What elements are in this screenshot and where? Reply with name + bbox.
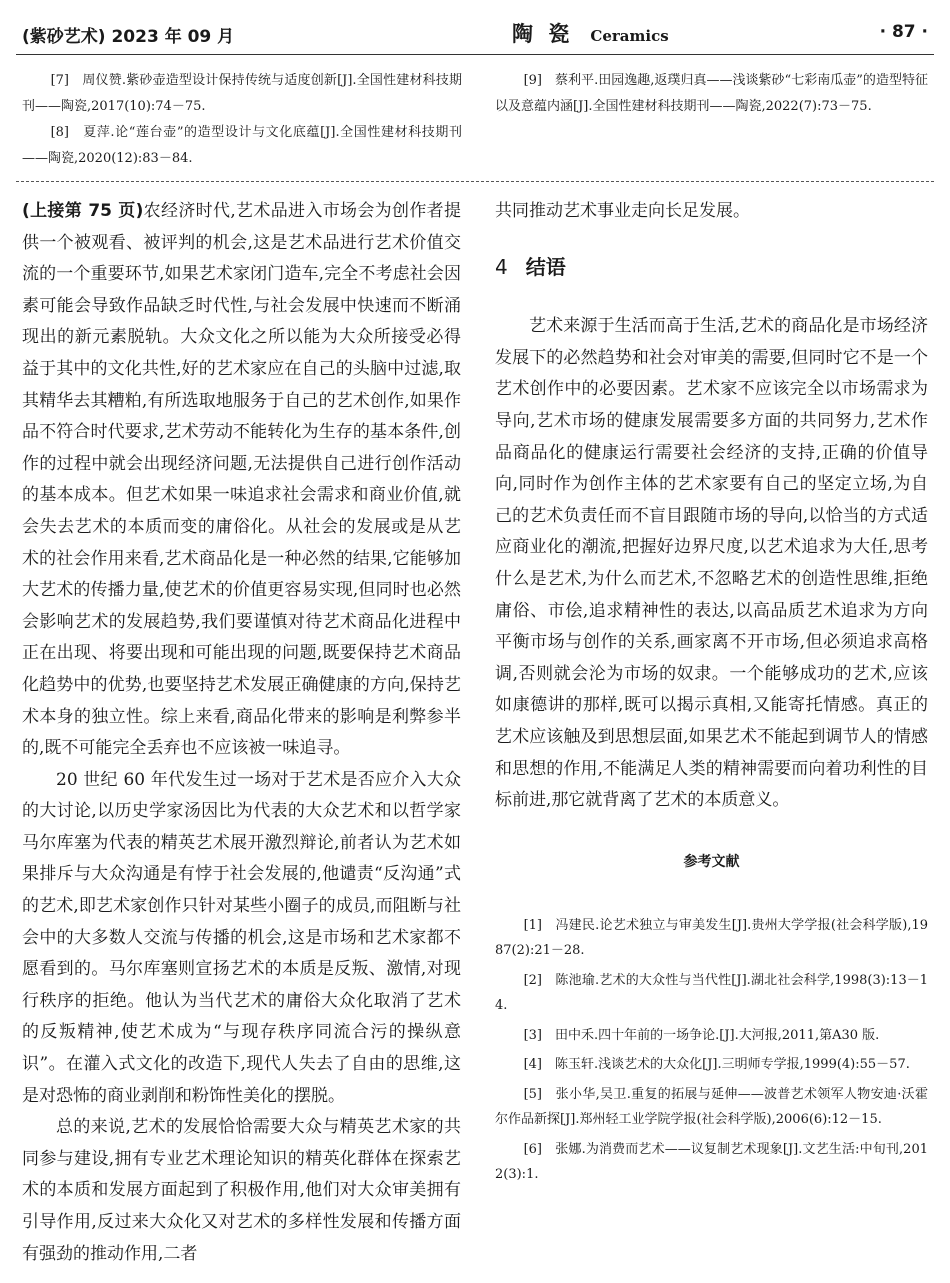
reference-item: [8] 夏萍.论“莲台壶”的造型设计与文化底蕴[J].全国性建材科技期刊——陶瓷,2020(12):83－84. xyxy=(22,125,462,166)
continuation-divider xyxy=(16,181,934,182)
top-references-right xyxy=(495,68,928,120)
left-column xyxy=(22,196,461,1270)
body-paragraph: 共同推动艺术事业走向长足发展。 xyxy=(495,201,750,221)
journal-title xyxy=(512,18,669,48)
continued-from-label: (上接第 75 页) xyxy=(22,201,144,221)
body-paragraph xyxy=(22,196,461,765)
section-heading xyxy=(495,252,928,284)
journal-title-zh: 陶 瓷 xyxy=(512,21,574,46)
reference-item: [5] 张小华,吴卫.重复的拓展与延伸——波普艺术领军人物安迪·沃霍尔作品新探[J].郑州轻工业学院学报(社会科学版),2006(6):12－15. xyxy=(495,1086,928,1128)
reference-item: [4] 陈玉轩.浅谈艺术的大众化[J].三明师专学报,1999(4):55－57. xyxy=(523,1057,910,1073)
page-header xyxy=(22,14,928,54)
issue-info: (紫砂艺术) 2023 年 09 月 xyxy=(22,27,235,47)
journal-title-en: Ceramics xyxy=(590,27,669,45)
section-number: 4 xyxy=(495,254,508,279)
section-title: 结语 xyxy=(525,254,566,279)
reference-item: [3] 田中禾.四十年前的一场争论.[J].大河报,2011,第A30 版. xyxy=(523,1027,880,1043)
reference-item: [9] 蔡利平.田园逸趣,返璞归真——浅谈紫砂“七彩南瓜壶”的造型特征以及意蕴内涵[J].全国性建材科技期刊——陶瓷,2022(7):73－75. xyxy=(495,73,928,114)
reference-item: [2] 陈池瑜.艺术的大众性与当代性[J].湖北社会科学,1998(3):13－14. xyxy=(495,972,928,1014)
references-list xyxy=(495,913,928,1188)
top-references-left xyxy=(22,68,462,172)
conclusion-paragraph: 艺术来源于生活而高于生活,艺术的商品化是市场经济发展下的必然趋势和社会对审美的需要,但同时它不是一个艺术创作中的必要因素。艺术家不应该完全以市场需求为导向,艺术市场的健康发展需要多方面的共同努力,艺术作品商品化的健康运行需要社会经济的支持,正确的价值导向,同时作为创作主体的艺术家要有自己的坚定立场,为自己的艺术负责任而不盲目跟随市场的导向,以恰当的方式适应商业化的潮流,把握好边界尺度,以艺术追求为大任,思考什么是艺术,为什么而艺术,不忽略艺术的创造性思维,拒绝庸俗、市侩,追求精神性的表达,以高品质艺术追求为方向平衡市场与创作的关系,画家离不开市场,但必须追求高格调,否则就会沦为市场的奴隶。一个能够成功的艺术,应该如康德讲的那样,既可以揭示真相,又能寄托情感。真正的艺术应该触及到思想层面,如果艺术不能起到调节人的情感和思想的作用,不能满足人类的精神需要而向着功利性的目标前进,那它就背离了艺术的本质意义。 xyxy=(495,316,928,811)
page-number: · 87 · xyxy=(879,22,928,42)
reference-item: [1] 冯建民.论艺术独立与审美发生[J].贵州大学学报(社会科学版),1987(2):21－28. xyxy=(495,917,928,959)
reference-item: [6] 张娜.为消费而艺术——议复制艺术现象[J].文艺生活:中旬刊,2012(3):1. xyxy=(495,1141,928,1183)
paragraph-text: 农经济时代,艺术品进入市场会为创作者提供一个被观看、被评判的机会,这是艺术品进行艺术价值交流的一个重要环节,如果艺术家闭门造车,完全不考虑社会因素可能会导致作品缺乏时代性,与社会发展中快速而不断涌现出的新元素脱轨。大众文化之所以能为大众所接受必得益于其中的文化共性,好的艺术家应在自己的头脑中过滤,取其精华去其糟粕,有所选取地服务于自己的艺术创作,如果作品不符合时代要求,艺术劳动不能转化为生存的基本条件,创作的过程中就会出现经济问题,无法提供自己进行创作活动的基本成本。但艺术如果一味追求社会需求和商业价值,就会失去艺术的本质而变的庸俗化。从社会的发展或是从艺术的社会作用来看,艺术商品化是一种必然的结果,它能够加大艺术的传播力量,使艺术的价值更容易实现,但同时也必然会影响艺术的发展趋势,我们要谨慎对待艺术商品化进程中正在出现、将要出现和可能出现的问题,既要保持艺术商品化趋势中的优势,也要坚持艺术发展正确健康的方向,保持艺术本身的独立性。综上来看,商品化带来的影响是利弊参半的,既不可能完全丢弃也不应该被一味追寻。 xyxy=(22,201,461,759)
right-column xyxy=(495,196,928,1192)
body-paragraph: 20 世纪 60 年代发生过一场对于艺术是否应介入大众的大讨论,以历史学家汤因比为代表的大众艺术和以哲学家马尔库塞为代表的精英艺术展开激烈辩论,前者认为艺术如果排斥与大众沟通是有悖于社会发展的,他谴责“反沟通”式的艺术,即艺术家创作只针对某些小圈子的成员,而阻断与社会中的大多数人交流与传播的机会,这是市场和艺术家都不愿看到的。马尔库塞则宣扬艺术的本质是反叛、激情,对现行秩序的拒绝。他认为当代艺术的庸俗大众化取消了艺术的反叛精神,使艺术成为“与现存秩序同流合污的操纵意识”。在灌入式文化的改造下,现代人失去了自由的思维,这是对恐怖的商业剥削和粉饰性美化的摆脱。 xyxy=(22,769,461,1106)
header-rule xyxy=(16,54,934,55)
references-heading: 参考文献 xyxy=(683,853,740,870)
reference-item: [7] 周仪赞.紫砂壶造型设计保持传统与适度创新[J].全国性建材科技期刊——陶瓷,2017(10):74－75. xyxy=(22,73,462,114)
body-paragraph: 总的来说,艺术的发展恰恰需要大众与精英艺术家的共同参与建设,拥有专业艺术理论知识的精英化群体在探索艺术的本质和发展方面起到了积极作用,他们对大众审美拥有引导作用,反过来大众化又对艺术的多样性发展和传播方面有强劲的推动作用,二者 xyxy=(22,1117,461,1264)
